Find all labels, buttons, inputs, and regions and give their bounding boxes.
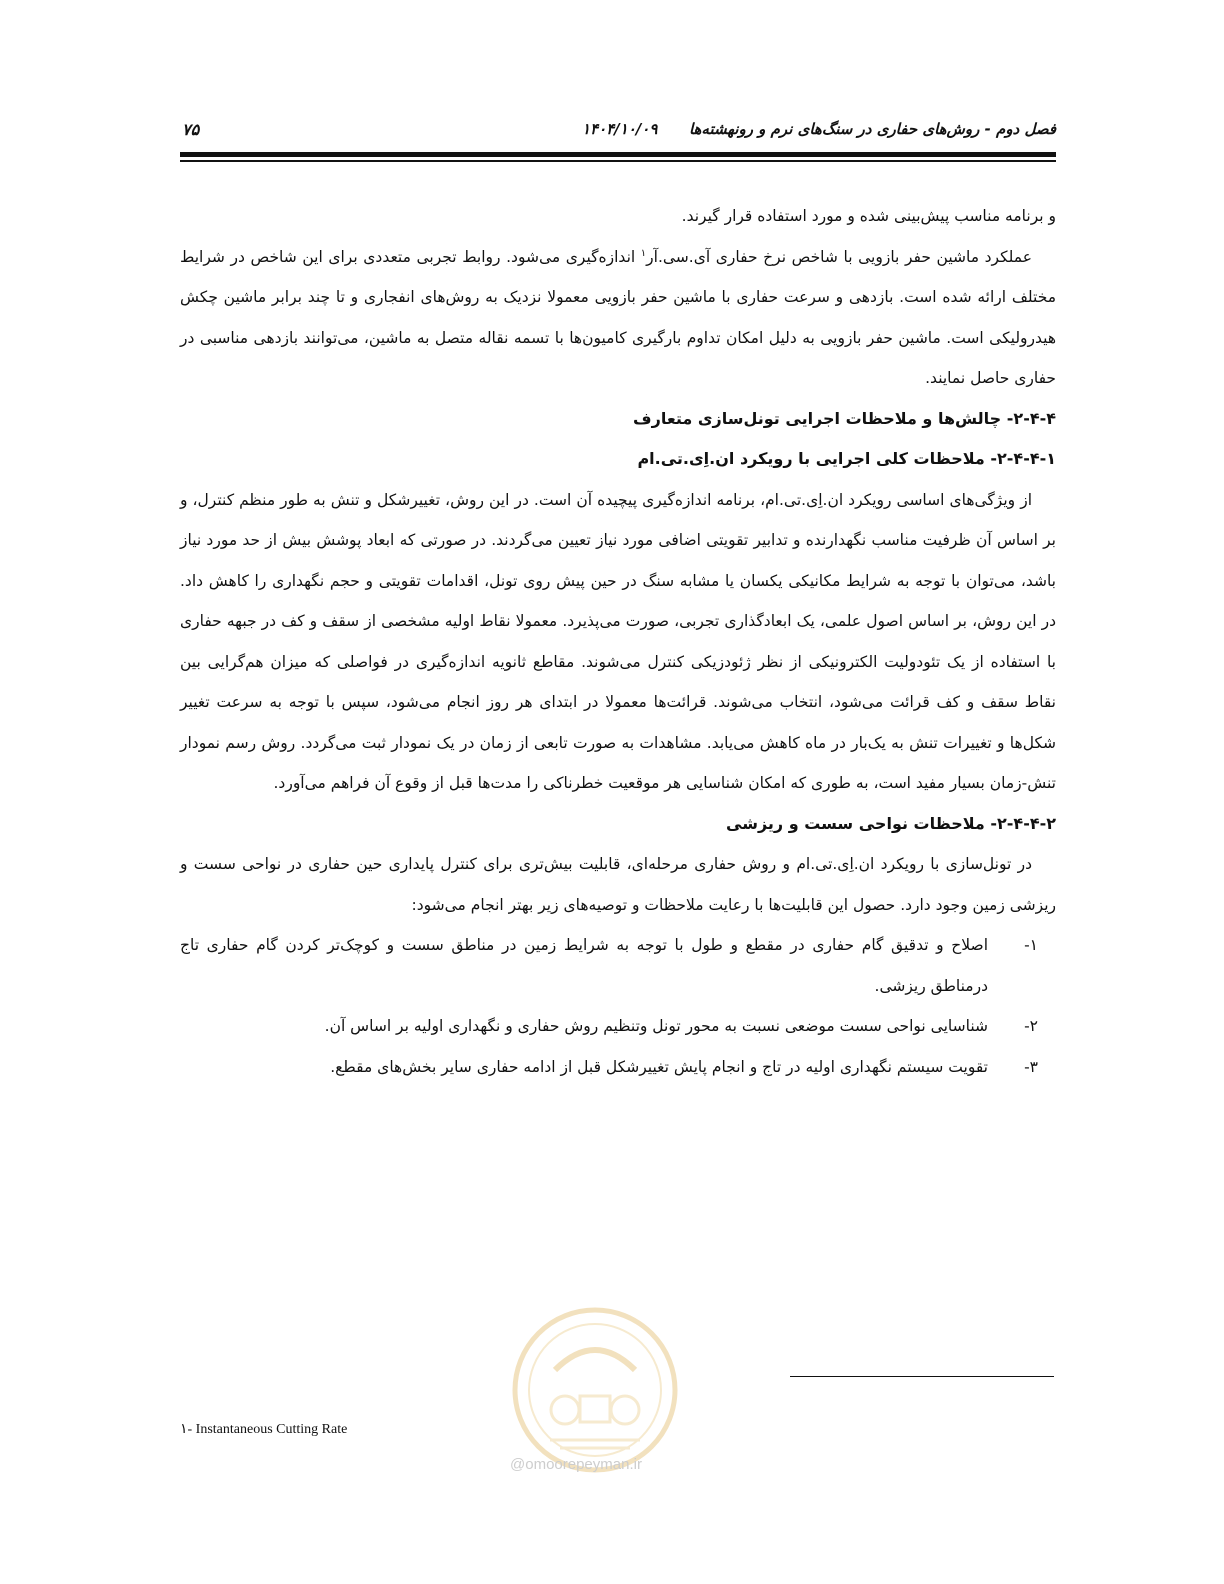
list-item-text: اصلاح و تدقیق گام حفاری در مقطع و طول با توجه به شرایط زمین در مناطق سست و کوچک‌تر کردن گام حفاری تاج درمناطق ریزشی. (180, 936, 988, 995)
list-item (180, 925, 1056, 1006)
footnote-marker: ۱ (640, 247, 647, 259)
section-heading: ۲-۴-۴- چالش‌ها و ملاحظات اجرایی تونل‌سازی متعارف (633, 408, 1056, 428)
running-header (180, 118, 1056, 148)
subsection-heading: ۲-۴-۴-۲- ملاحظات نواحی سست و ریزشی (726, 813, 1056, 833)
list-number: ۳- (1024, 1057, 1038, 1076)
list-number: ۱- (1024, 936, 1038, 954)
footnote: ۱- Instantaneous Cutting Rate (180, 1422, 348, 1437)
list-number: ۲- (1024, 1017, 1038, 1035)
page-number: ۷۵ (182, 120, 200, 139)
list-item-text: تقویت سیستم نگهداری اولیه در تاج و انجام پایش تغییرشکل قبل از ادامه حفاری سایر بخش‌های مقطع. (330, 1057, 988, 1076)
paragraph-part: اندازه‌گیری می‌شود. روابط تجربی متعددی برای این شاخص در شرایط مختلف ارائه شده است. بازدهی و سرعت حفاری با ماشین حفر بازویی معمولا نزدیک به روش‌های انفجاری و تا چند برابر ماشین چکش هیدرولیکی است. ماشین حفر بازویی به دلیل امکان تداوم بارگیری کامیون‌ها با تسمه نقاله متصل به ماشین، می‌توانند بازدهی مناسبی در حفاری حاصل نمایند. (180, 247, 1056, 387)
list-item-text: شناسایی نواحی سست موضعی نسبت به محور تونل وتنظیم روش حفاری و نگهداری اولیه بر اساس آن. (324, 1017, 988, 1035)
paragraph: و برنامه مناسب پیش‌بینی شده و مورد استفاده قرار گیرند. (681, 207, 1056, 225)
list-item (180, 1006, 1056, 1047)
list-item (180, 1047, 1056, 1088)
paragraph: در تونل‌سازی با رویکرد ان.اِی.تی.ام و روش حفاری مرحله‌ای، قابلیت بیش‌تری برای کنترل پایداری حین حفاری در نواحی سست و ریزشی زمین وجود دارد. حصول این قابلیت‌ها با رعایت ملاحظات و توصیه‌های زیر بهتر انجام می‌شود: (180, 855, 1056, 914)
watermark-url: @omoorepeyman.ir (510, 1456, 642, 1473)
header-rule-thick (180, 152, 1056, 157)
paragraph: از ویژگی‌های اساسی رویکرد ان.اِی.تی.ام، برنامه اندازه‌گیری پیچیده آن است. در این روش، تغییرشکل و تنش به طور منظم کنترل، و بر اساس آن ظرفیت مناسب نگهدارنده و تدابیر تقویتی اضافی مورد نیاز تعیین می‌گردند. در صورتی که ابعاد پوشش بیش از حد مورد نیاز باشد، می‌توان با توجه به شرایط مکانیکی یکسان یا مشابه سنگ در حین پیش روی تونل، اقدامات تقویتی و حجم نگهداری را کاهش داد. در این روش، بر اساس اصول علمی، یک ابعادگذاری تجربی، صورت می‌پذیرد. معمولا نقاط اولیه مشخصی از سقف و کف در جبهه حفاری با استفاده از یک تئودولیت الکترونیکی از نظر ژئودزیکی کنترل می‌شوند. مقاطع ثانویه اندازه‌گیری در فواصلی که میزان هم‌گرایی بین نقاط سقف و کف قرائت می‌شود، انتخاب می‌شوند. قرائت‌ها معمولا در ابتدای هر روز انجام می‌شود، سپس با توجه به سرعت تغییر شکل‌ها و تغییرات تنش به یک‌بار در ماه کاهش می‌یابد. مشاهدات به صورت تابعی از زمان در یک نمودار ثبت می‌گردد. روش رسم نمودار تنش-زمان بسیار مفید است، به طوری که امکان شناسایی هر موقعیت خطرناکی را مدت‌ها قبل از وقوع آن فراهم می‌آورد. (180, 490, 1056, 792)
numbered-list (180, 925, 1056, 1087)
header-rule-thin (180, 160, 1056, 162)
paragraph (180, 237, 1056, 399)
footnote-rule (790, 1376, 1054, 1377)
header-date: ۱۴۰۴/۱۰/۰۹ (582, 120, 658, 138)
subsection-heading: ۲-۴-۴-۱- ملاحظات کلی اجرایی با رویکرد ان.اِی.تی.ام (637, 449, 1056, 468)
header-title: فصل دوم - روش‌های حفاری در سنگ‌های نرم و رونهشته‌ها (688, 120, 1056, 138)
body-text (180, 196, 1056, 1087)
paragraph-part: عملکرد ماشین حفر بازویی با شاخص نرخ حفاری آی.سی.آر (646, 247, 1032, 266)
